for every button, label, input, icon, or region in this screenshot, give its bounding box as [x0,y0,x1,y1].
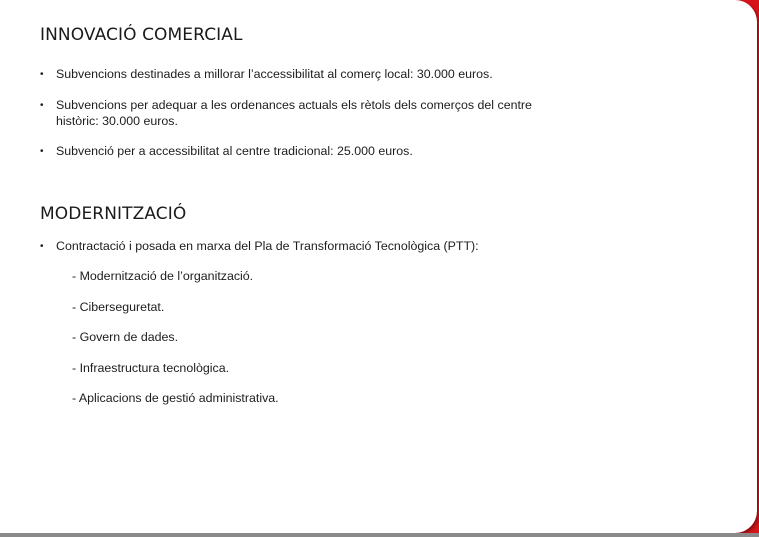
sub-list-item: - Infraestructura tecnològica. [72,361,230,375]
sub-list-item: - Ciberseguretat. [72,300,165,314]
sub-list-item: - Aplicacions de gestió administrativa. [72,391,279,405]
section-title-innovacio: INNOVACIÓ COMERCIAL [40,25,243,45]
list-item-text: Subvenció per a accessibilitat al centre tradicional: 25.000 euros. [56,144,413,158]
section-title-modernitzacio: MODERNITZACIÓ [40,204,187,224]
list-item-text: Subvencions per adequar a les ordenances actuals els rètols dels comerços del centre històric: 30.000 euros. [56,98,532,128]
list-item [40,239,560,255]
bottom-border [0,533,759,537]
sub-list-item: - Modernització de l’organització. [72,269,254,283]
bullet-icon: • [40,241,44,252]
list-item [40,144,560,160]
bullet-icon: • [40,146,44,157]
sub-list-item: - Govern de dades. [72,330,179,344]
bullet-icon: • [40,69,44,80]
list-item [40,98,560,129]
list-item-text: Contractació i posada en marxa del Pla de Transformació Tecnològica (PTT): [56,239,479,253]
list-item [40,67,560,83]
bullet-icon: • [40,100,44,111]
list-item-text: Subvencions destinades a millorar l’accessibilitat al comerç local: 30.000 euros. [56,67,493,81]
